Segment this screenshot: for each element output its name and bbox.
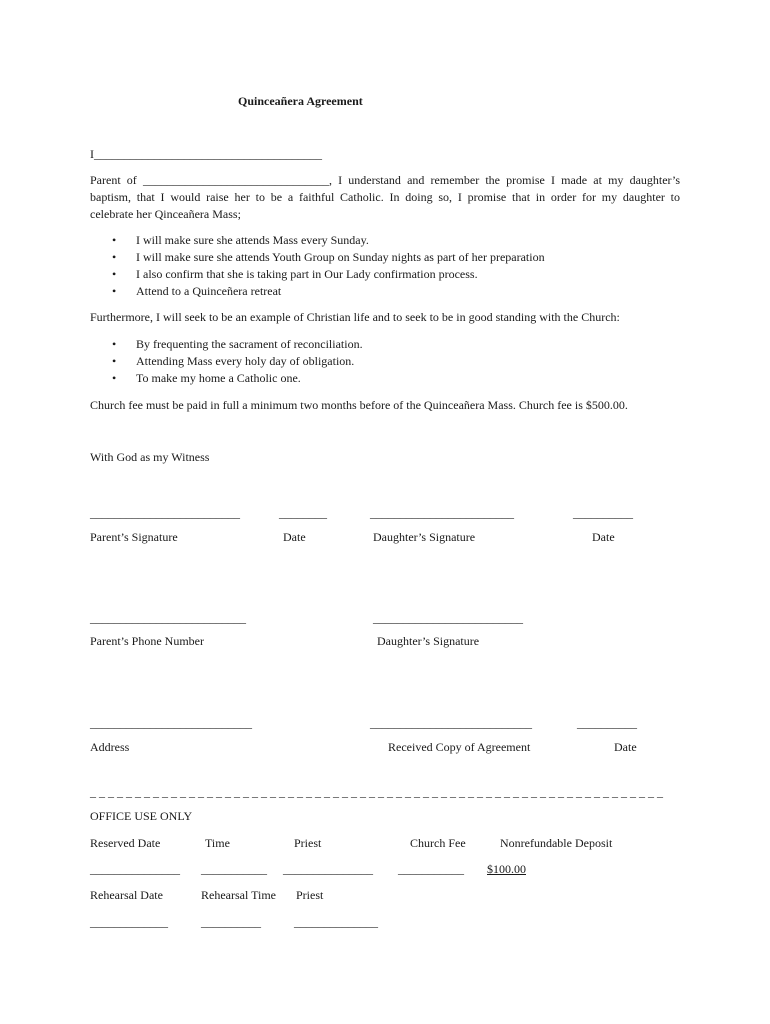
reserved-date-label: Reserved Date: [90, 836, 161, 850]
witness-text: With God as my Witness: [90, 450, 210, 464]
rehearsal-priest-line[interactable]: ______________: [294, 915, 378, 929]
time-label: Time: [205, 836, 230, 850]
parent-date-line[interactable]: ________: [279, 506, 327, 520]
reserved-date-line[interactable]: _______________: [90, 862, 180, 876]
intro-line-2: baptism, that I would raise her to be a faithful Catholic. In doing so, I promise that in order for my daughter to: [90, 190, 680, 204]
intro-paragraph: [90, 172, 680, 223]
rehearsal-time-line[interactable]: __________: [201, 915, 261, 929]
furthermore-text: Furthermore, I will seek to be an example of Christian life and to seek to be in good standing with the Church:: [90, 310, 620, 324]
intro-line-1: Parent of _______________________________, I understand and remember the promise I made at my daughter’s: [90, 173, 680, 187]
list-item: • I also confirm that she is taking part in Our Lady confirmation process.: [112, 266, 545, 283]
parent-phone-line[interactable]: __________________________: [90, 611, 246, 625]
received-date-line[interactable]: __________: [577, 716, 637, 730]
rehearsal-time-label: Rehearsal Time: [201, 888, 276, 902]
parent-phone-label: Parent’s Phone Number: [90, 634, 204, 648]
list-item: • Attending Mass every holy day of obligation.: [112, 353, 363, 370]
time-line[interactable]: ___________: [201, 862, 267, 876]
nonrefundable-deposit-label: Nonrefundable Deposit: [500, 836, 613, 850]
parent-date-label: Date: [283, 530, 306, 544]
deposit-value: $100.00: [487, 862, 526, 876]
parent-signature-line[interactable]: _________________________: [90, 506, 240, 520]
daughter-date-label: Date: [592, 530, 615, 544]
church-fee-label: Church Fee: [410, 836, 466, 850]
rehearsal-date-label: Rehearsal Date: [90, 888, 163, 902]
daughter-signature-2-line[interactable]: _________________________: [373, 611, 523, 625]
name-blank-line[interactable]: I______________________________________: [90, 147, 322, 161]
list-item: • To make my home a Catholic one.: [112, 370, 363, 387]
priest-label: Priest: [294, 836, 322, 850]
rehearsal-priest-label: Priest: [296, 888, 324, 902]
daughter-signature-label: Daughter’s Signature: [373, 530, 476, 544]
fee-note: Church fee must be paid in full a minimum two months before of the Quinceañera Mass. Church fee is $500.00.: [90, 398, 628, 412]
daughter-signature-2-label: Daughter’s Signature: [377, 634, 480, 648]
church-fee-line[interactable]: ___________: [398, 862, 464, 876]
list-item: • I will make sure she attends Youth Group on Sunday nights as part of her preparation: [112, 249, 545, 266]
intro-line-3: celebrate her Qinceañera Mass;: [90, 207, 241, 221]
daughter-signature-line[interactable]: ________________________: [370, 506, 514, 520]
daughter-date-line[interactable]: __________: [573, 506, 633, 520]
priest-line[interactable]: _______________: [283, 862, 373, 876]
dashed-divider: _ _ _ _ _ _ _ _ _ _ _ _ _ _ _ _ _ _ _ _ _ _ _ _ _ _ _ _ _ _ _ _ _ _ _ _ _ _ _ _ _ _ _ _ _ _ _ _ _ _ _ _ _ _ _ _ _ _ _ _ _ _ _ _: [90, 785, 663, 799]
rehearsal-date-line[interactable]: _____________: [90, 915, 168, 929]
list-item: • By frequenting the sacrament of reconciliation.: [112, 336, 363, 353]
promise-list: [112, 232, 545, 300]
received-date-label: Date: [614, 740, 637, 754]
received-copy-label: Received Copy of Agreement: [388, 740, 531, 754]
address-label: Address: [90, 740, 130, 754]
received-copy-line[interactable]: ___________________________: [370, 716, 532, 730]
address-line[interactable]: ___________________________: [90, 716, 252, 730]
standing-list: [112, 336, 363, 387]
document-title: Quinceañera Agreement: [238, 94, 363, 108]
parent-signature-label: Parent’s Signature: [90, 530, 178, 544]
office-use-heading: OFFICE USE ONLY: [90, 809, 193, 823]
list-item: • Attend to a Quinceñera retreat: [112, 283, 545, 300]
list-item: • I will make sure she attends Mass every Sunday.: [112, 232, 545, 249]
